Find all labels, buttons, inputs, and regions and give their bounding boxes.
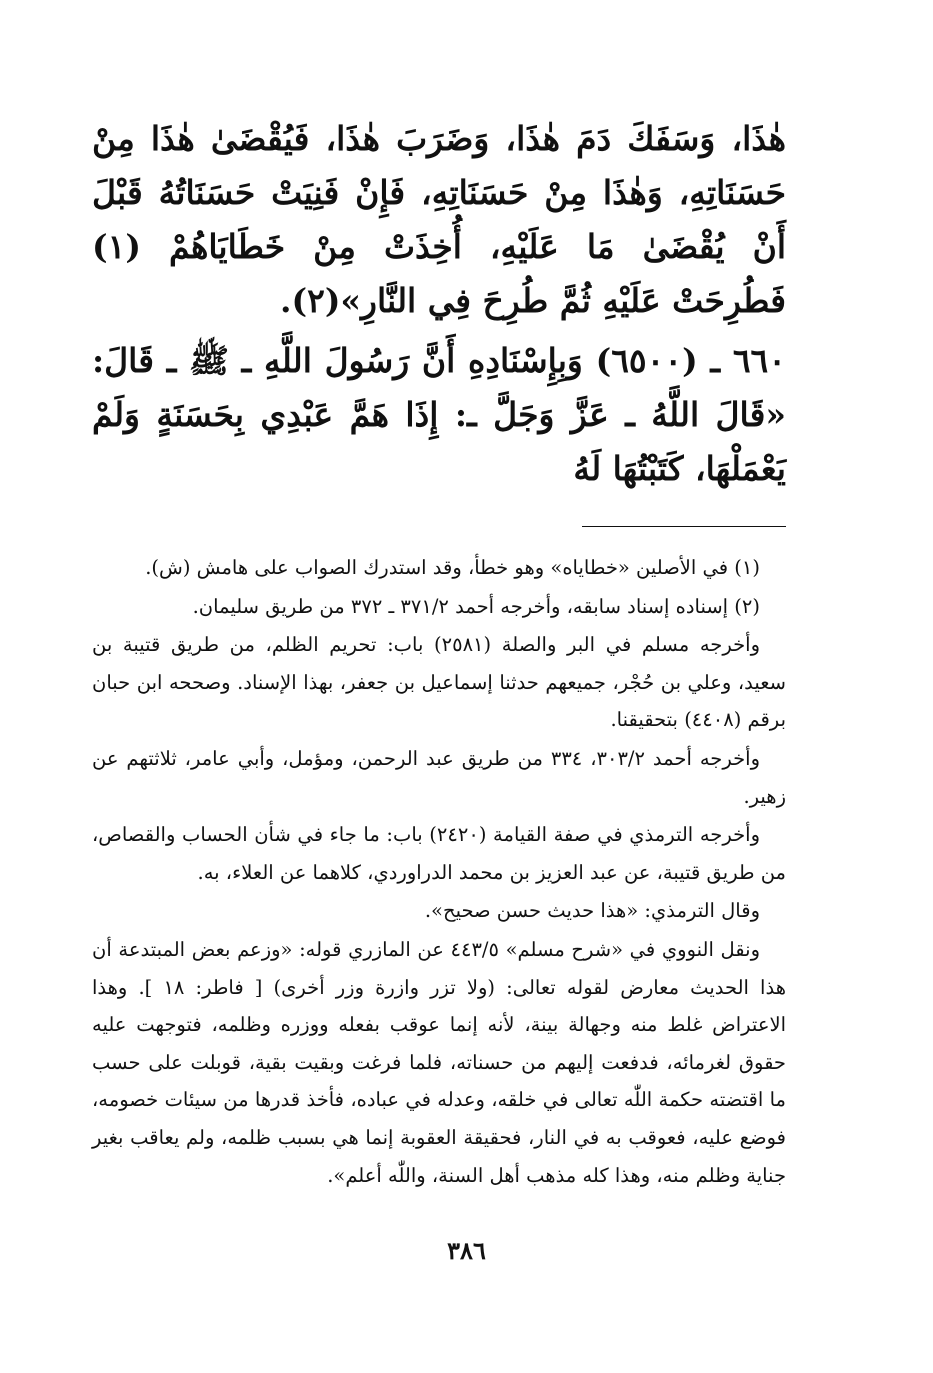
footnote-line: وأخرجه مسلم في البر والصلة (٢٥٨١) باب: تحريم الظلم، من طريق قتيبة بن سعيد، وعلي بن حُجْر، جميعهم حدثنا إسماعيل بن جعفر، بهذا الإسناد. وصححه ابن حبان برقم (٤٤٠٨) بتحقيقنا. xyxy=(92,633,786,732)
footnote-1 xyxy=(92,549,786,587)
hadith-paragraph: ٦٦٠ ـ (٦٥٠٠) وَبِإِسْنَادِهِ أَنَّ رَسُولَ اللَّهِ ـ ﷺ ـ قَالَ: «قَالَ اللَّهُ ـ عَزَّ وَجَلَّ ـ: إِذَا هَمَّ عَبْدِي بِحَسَنَةٍ وَلَمْ يَعْمَلْهَا، كَتَبْتُهَا لَهُ xyxy=(92,341,787,488)
footnote-divider xyxy=(582,526,786,527)
footnote-line: (٢) إسناده إسناد سابقه، وأخرجه أحمد ٣٧١/٢ ـ ٣٧٢ من طريق سليمان. xyxy=(192,594,760,618)
footnote-line: وأخرجه الترمذي في صفة القيامة (٢٤٢٠) باب: ما جاء في شأن الحساب والقصاص، من طريق قتيبة، عن عبد العزيز بن محمد الدراوردي، كلاهما عن العلاء، به. xyxy=(92,823,786,884)
footnote-paragraph xyxy=(92,816,786,891)
footnote-line: وأخرجه أحمد ٣٠٣/٢، ٣٣٤ من طريق عبد الرحمن، ومؤمل، وأبي عامر، ثلاثتهم عن زهير. xyxy=(92,746,786,808)
footnote-paragraph xyxy=(92,931,786,1194)
page-number: ٣٨٦ xyxy=(447,1236,486,1265)
footnotes xyxy=(92,549,786,1194)
footnote-line: وقال الترمذي: «هذا حديث حسن صحيح». xyxy=(424,899,760,923)
hadith-paragraph: هٰذَا، وَسَفَكَ دَمَ هٰذَا، وَضَرَبَ هٰذَا، فَيُقْضَىٰ هٰذَا مِنْ حَسَنَاتِهِ، وَهٰذَا مِنْ حَسَنَاتِهِ، فَإِنْ فَنِيَتْ حَسَنَاتُهُ قَبْلَ أَنْ يُقْضَىٰ مَا عَلَيْهِ، أُخِذَتْ مِنْ خَطَايَاهُمْ (١) فَطُرِحَتْ عَلَيْهِ ثُمَّ طُرِحَ فِي النَّارِ»(٢). xyxy=(92,119,786,320)
footnote-2 xyxy=(92,588,786,626)
book-page xyxy=(92,112,786,1194)
footnote-paragraph xyxy=(92,740,786,815)
footnote-line: (١) في الأصلين «خطاياه» وهو خطأ، وقد استدرك الصواب على هامش (ش). xyxy=(145,556,760,579)
hadith-text xyxy=(92,112,786,496)
footnote-paragraph xyxy=(92,626,786,739)
footnote-paragraph xyxy=(92,892,786,930)
footnote-line: ونقل النووي في «شرح مسلم» ٤٤٣/٥ عن المازري قوله: «وزعم بعض المبتدعة أن هذا الحديث معارض لقوله تعالى: (ولا تزر وازرة وزر أخرى) [ فاطر: ١٨ ]. وهذا الاعتراض غلط منه وجهالة بينة، لأنه إنما عوقب بفعله ووزره وظلمه، فتوجهت عليه حقوق لغرمائه، فدفعت إليهم من حسناته، فلما فرغت وبقيت بقية، قوبلت على حسب ما اقتضته حكمة اللّٰه تعالى في خلقه، وعدله في عباده، فأخذ قدرها من سيئات خصومه، فوضع عليه، فعوقب به في النار، فحقيقة العقوبة إنما هي بسبب ظلمه، ولم يعاقب بغير جناية وظلم منه، وهذا كله مذهب أهل السنة، واللّٰه أعلم». xyxy=(92,937,786,1187)
